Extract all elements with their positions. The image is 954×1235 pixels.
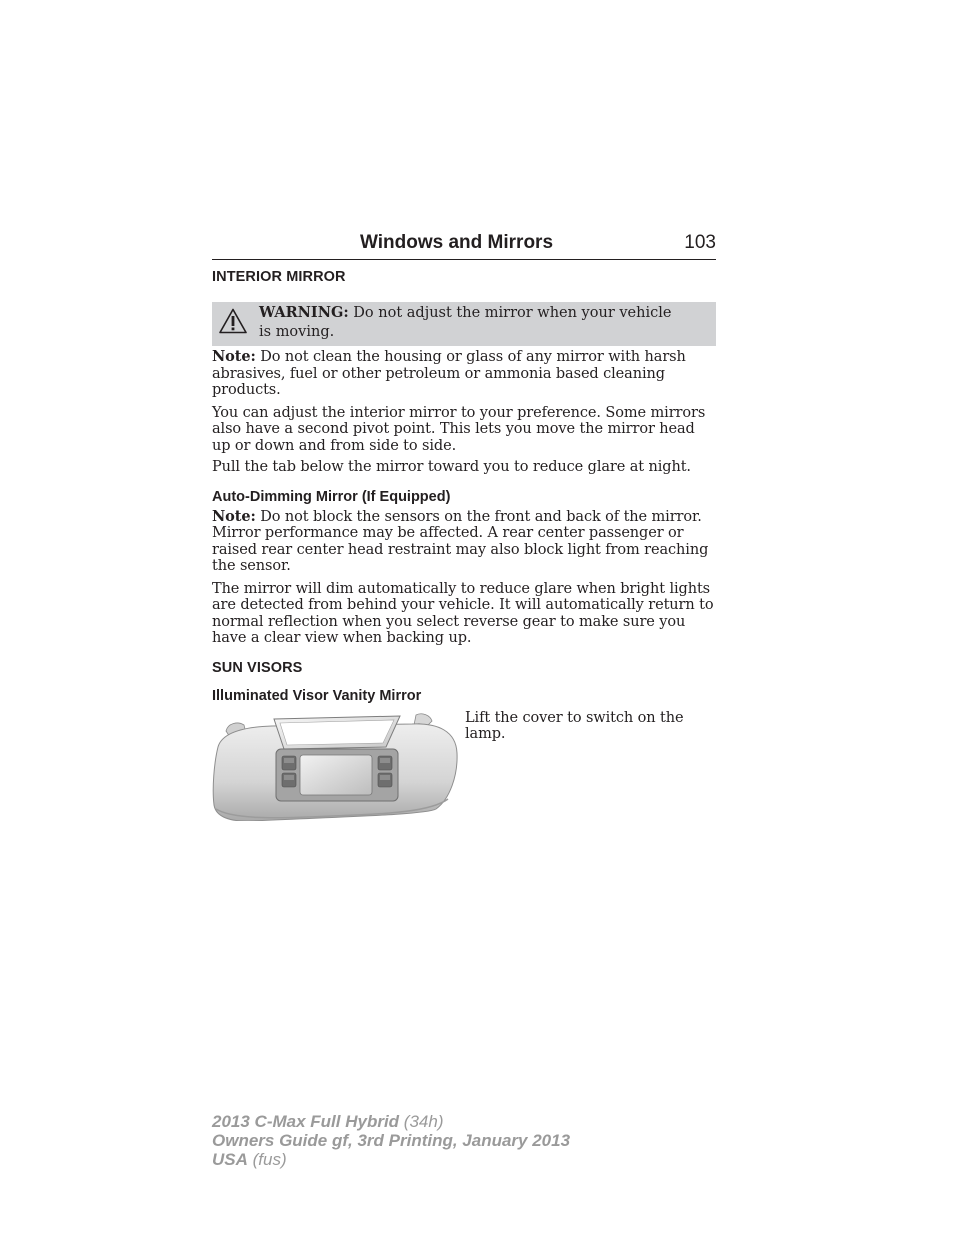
section-heading-interior-mirror: INTERIOR MIRROR: [212, 269, 346, 285]
warning-triangle-icon: [219, 308, 247, 334]
subheading-vanity-mirror: Illuminated Visor Vanity Mirror: [212, 687, 422, 704]
body-paragraph: You can adjust the interior mirror to your preference. Some mirrors also have a second pivot point. This lets you move the mirror head up or down and from side to side.: [212, 404, 706, 454]
footer-line-guide: [212, 1131, 570, 1150]
footer-model: 2013 C-Max Full Hybrid: [212, 1112, 400, 1131]
sun-visor-illustration: [212, 713, 460, 821]
note-text: Do not clean the housing or glass of any mirror with harsh abrasives, fuel or other petroleum or ammonia based cleaning products.: [212, 349, 686, 398]
note-label: Note:: [212, 507, 256, 525]
body-paragraph: The mirror will dim automatically to reduce glare when bright lights are detected from behind your vehicle. It will automatically return to normal reflection when you select reverse gear to make sure you have a clear view when backing up.: [212, 580, 714, 646]
footer-model-code: (34h): [403, 1112, 444, 1131]
subheading-auto-dimming: Auto-Dimming Mirror (If Equipped): [212, 488, 451, 505]
figure-caption: Lift the cover to switch on the lamp.: [465, 709, 684, 742]
chapter-title: Windows and Mirrors: [360, 232, 554, 253]
footer-market: USA: [212, 1150, 248, 1169]
warning-label: WARNING:: [259, 304, 349, 321]
footer-guide: Owners Guide gf, 3rd Printing, January 2013: [212, 1131, 571, 1150]
page-number: 103: [684, 232, 716, 253]
note-label: Note:: [212, 348, 256, 365]
visor-figure-row: [212, 710, 716, 822]
footer-line-market: [212, 1150, 570, 1169]
footer-market-code: (fus): [252, 1150, 287, 1169]
note-paragraph: [212, 509, 716, 575]
page-content: [212, 226, 716, 822]
section-heading-sun-visors: SUN VISORS: [212, 659, 303, 676]
page-footer: [212, 1112, 570, 1169]
note-paragraph: [212, 349, 716, 399]
footer-line-model: [212, 1112, 570, 1131]
note-text: Do not block the sensors on the front and back of the mirror. Mirror performance may be affected. A rear center passenger or raised rear center head restraint may also block light from reaching the sensor.: [212, 508, 709, 574]
warning-box: [212, 302, 716, 346]
page-header: [212, 226, 716, 260]
warning-body: Do not adjust the mirror when your vehicle is moving.: [259, 305, 672, 340]
body-paragraph: Pull the tab below the mirror toward you to reduce glare at night.: [212, 459, 691, 475]
warning-text: [259, 303, 676, 342]
